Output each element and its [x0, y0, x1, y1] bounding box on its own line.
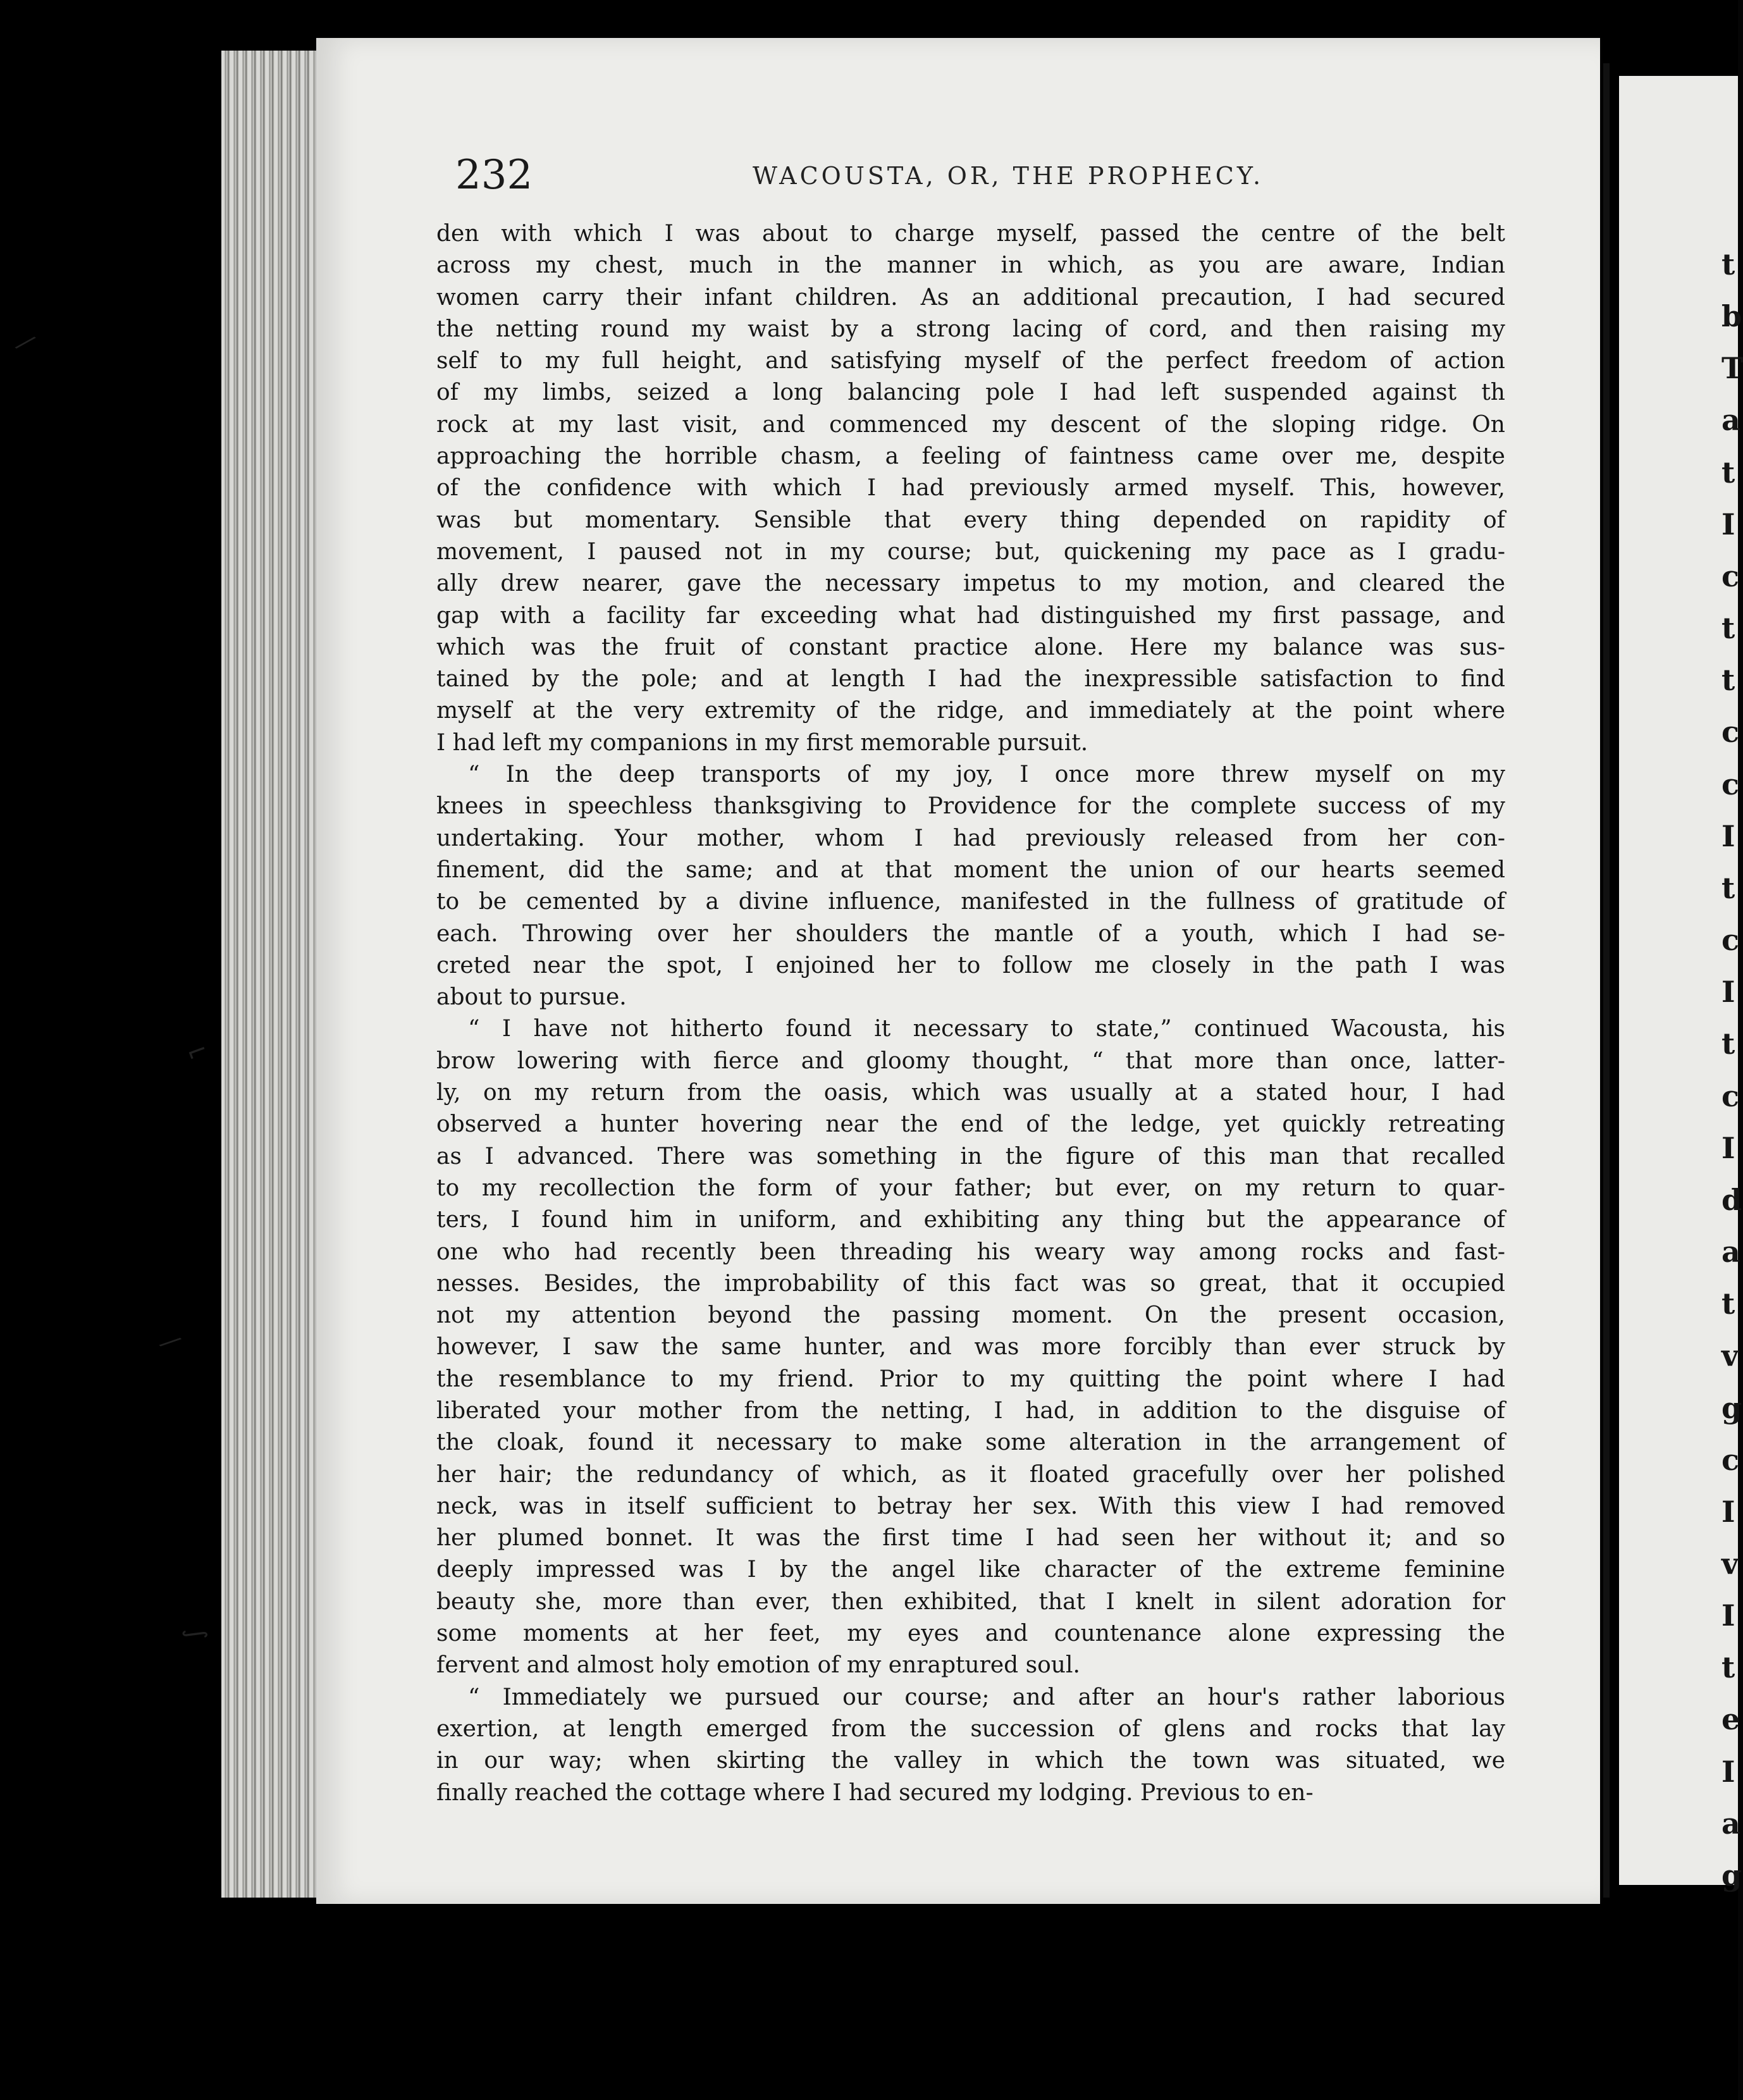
text-line: however, I saw the same hunter, and was more forcibly than ever struck by — [436, 1334, 1505, 1361]
facing-page-letter: t — [1721, 663, 1735, 698]
text-line: beauty she, more than ever, then exhibited, that I knelt in silent adoration for — [436, 1588, 1505, 1615]
text-line: finement, did the same; and at that moment the union of our hearts seemed — [436, 856, 1505, 883]
text-line: neck, was in itself sufficient to betray her sex. With this view I had removed — [436, 1493, 1505, 1519]
facing-page-letter: v — [1721, 1338, 1739, 1373]
facing-page-letter: a — [1721, 1235, 1740, 1269]
text-line: in our way; when skirting the valley in which the town was situated, we — [436, 1748, 1505, 1774]
text-line: to my recollection the form of your father; but ever, on my return to quar- — [436, 1175, 1505, 1201]
text-line: “ In the deep transports of my joy, I once more threw myself on my — [468, 762, 1505, 788]
facing-page-letter: t — [1721, 611, 1735, 646]
text-line: which was the fruit of constant practice alone. Here my balance was sus- — [436, 634, 1505, 660]
margin-scratch: ∫ — [180, 1624, 212, 1643]
text-line: the netting round my waist by a strong lacing of cord, and then raising my — [436, 316, 1505, 342]
text-line: undertaking. Your mother, whom I had previously released from her con- — [436, 825, 1505, 851]
text-line: fervent and almost holy emotion of my enraptured soul. — [436, 1652, 1080, 1679]
text-line: creted near the spot, I enjoined her to follow me closely in the path I was — [436, 952, 1505, 979]
page-number: 232 — [455, 152, 533, 199]
paragraph — [436, 1013, 1505, 1681]
text-line: “ I have not hitherto found it necessary to state,” continued Wacousta, his — [468, 1016, 1505, 1042]
facing-page-letter: I — [1721, 818, 1735, 853]
facing-page-letter: e — [1721, 1702, 1740, 1737]
text-line: her plumed bonnet. It was the first time I had seen her without it; and so — [436, 1525, 1505, 1552]
text-line: rock at my last visit, and commenced my descent of the sloping ridge. On — [436, 411, 1505, 438]
facing-page-letter: I — [1721, 1130, 1735, 1165]
facing-page-letter: a — [1721, 1806, 1740, 1841]
text-line: as I advanced. There was something in the figure of this man that recalled — [436, 1143, 1505, 1170]
text-line: of my limbs, seized a long balancing pole I had left suspended against th — [436, 380, 1505, 406]
text-line: across my chest, much in the manner in which, as you are aware, Indian — [436, 252, 1505, 279]
facing-page-letter: t — [1721, 247, 1735, 281]
facing-page-letter: I — [1721, 1754, 1735, 1789]
facing-page-edge — [1619, 76, 1743, 1885]
text-line: approaching the horrible chasm, a feeling of faintness came over me, despite — [436, 443, 1505, 470]
gutter-shadow — [1603, 63, 1610, 1898]
facing-page-letter: g — [1721, 1858, 1742, 1893]
text-line: movement, I paused not in my course; but, quickening my pace as I gradu- — [436, 538, 1505, 565]
facing-page-letter: t — [1721, 870, 1735, 905]
text-line: den with which I was about to charge myself, passed the centre of the belt — [436, 221, 1505, 247]
facing-page-letter: g — [1721, 1390, 1742, 1425]
facing-page-letter: a — [1721, 403, 1740, 438]
text-line: women carry their infant children. As an additional precaution, I had secured — [436, 284, 1505, 311]
page-header — [455, 152, 1512, 209]
text-line: observed a hunter hovering near the end of the ledge, yet quickly retreating — [436, 1111, 1505, 1138]
facing-page-letter: b — [1721, 299, 1742, 334]
facing-page-letter: v — [1721, 1547, 1739, 1581]
text-line: tained by the pole; and at length I had the inexpressible satisfaction to find — [436, 666, 1505, 693]
facing-page-letter: c — [1721, 559, 1740, 593]
text-line: her hair; the redundancy of which, as it floated gracefully over her polished — [436, 1461, 1505, 1488]
text-line: finally reached the cottage where I had secured my lodging. Previous to en- — [436, 1779, 1314, 1806]
text-line: I had left my companions in my first memorable pursuit. — [436, 729, 1088, 756]
facing-page-letter: d — [1721, 1182, 1742, 1217]
text-line: knees in speechless thanksgiving to Providence for the complete success of my — [436, 793, 1505, 820]
margin-scratch: ⌐ — [182, 1034, 212, 1070]
text-line: to be cemented by a divine influence, manifested in the fullness of gratitude of — [436, 889, 1505, 915]
paragraph — [436, 1682, 1505, 1809]
facing-page-letter: c — [1721, 715, 1740, 750]
text-line: the resemblance to my friend. Prior to my quitting the point where I had — [436, 1366, 1505, 1392]
text-line: ters, I found him in uniform, and exhibiting any thing but the appearance of — [436, 1207, 1505, 1233]
facing-page-letter: T — [1721, 351, 1743, 386]
text-line: “ Immediately we pursued our course; and after an hour's rather laborious — [468, 1684, 1505, 1710]
text-line: gap with a facility far exceeding what had distinguished my first passage, and — [436, 602, 1505, 629]
facing-page-letter: t — [1721, 1027, 1735, 1061]
facing-page-letter: t — [1721, 455, 1735, 490]
text-line: not my attention beyond the passing moment. On the present occasion, — [436, 1302, 1505, 1329]
facing-page-letter: I — [1721, 507, 1735, 541]
book-page-edges — [221, 51, 316, 1898]
text-line: one who had recently been threading his weary way among rocks and fast- — [436, 1238, 1505, 1265]
text-line: the cloak, found it necessary to make some alteration in the arrangement of — [436, 1430, 1505, 1456]
text-line: each. Throwing over her shoulders the mantle of a youth, which I had se- — [436, 920, 1505, 947]
facing-page-letter: c — [1721, 923, 1740, 958]
text-line: of the confidence with which I had previously armed myself. This, however, — [436, 475, 1505, 502]
margin-scratch: ⁄ — [158, 1330, 181, 1356]
paragraph — [436, 759, 1505, 1013]
text-line: myself at the very extremity of the ridge, and immediately at the point where — [436, 698, 1505, 724]
running-title: WACOUSTA, OR, THE PROPHECY. — [753, 162, 1264, 190]
facing-page-letter: c — [1721, 1442, 1740, 1477]
text-line: exertion, at length emerged from the succession of glens and rocks that lay — [436, 1715, 1505, 1742]
text-line: liberated your mother from the netting, I had, in addition to the disguise of — [436, 1397, 1505, 1424]
facing-page-letter: I — [1721, 1494, 1735, 1529]
text-line: ly, on my return from the oasis, which was usually at a stated hour, I had — [436, 1080, 1505, 1106]
facing-page-letter: c — [1721, 1078, 1740, 1113]
text-line: nesses. Besides, the improbability of this fact was so great, that it occupied — [436, 1270, 1505, 1297]
text-line: about to pursue. — [436, 984, 627, 1011]
body-text — [436, 218, 1505, 1809]
facing-page-letter: c — [1721, 767, 1740, 801]
text-line: was but momentary. Sensible that every thing depended on rapidity of — [436, 507, 1505, 533]
text-line: deeply impressed was I by the angel like character of the extreme feminine — [436, 1557, 1505, 1583]
facing-page-letter: t — [1721, 1287, 1735, 1321]
paragraph — [436, 218, 1505, 759]
text-line: self to my full height, and satisfying myself of the perfect freedom of action — [436, 348, 1505, 374]
text-line: brow lowering with fierce and gloomy thought, “ that more than once, latter- — [436, 1047, 1505, 1074]
facing-page-letter: I — [1721, 1598, 1735, 1633]
facing-page-letter: t — [1721, 1650, 1735, 1685]
facing-page-letter: I — [1721, 975, 1735, 1010]
text-line: some moments at her feet, my eyes and countenance alone expressing the — [436, 1621, 1505, 1647]
margin-scratch: ⁄ — [15, 330, 34, 357]
text-line: ally drew nearer, gave the necessary impetus to my motion, and cleared the — [436, 571, 1505, 597]
